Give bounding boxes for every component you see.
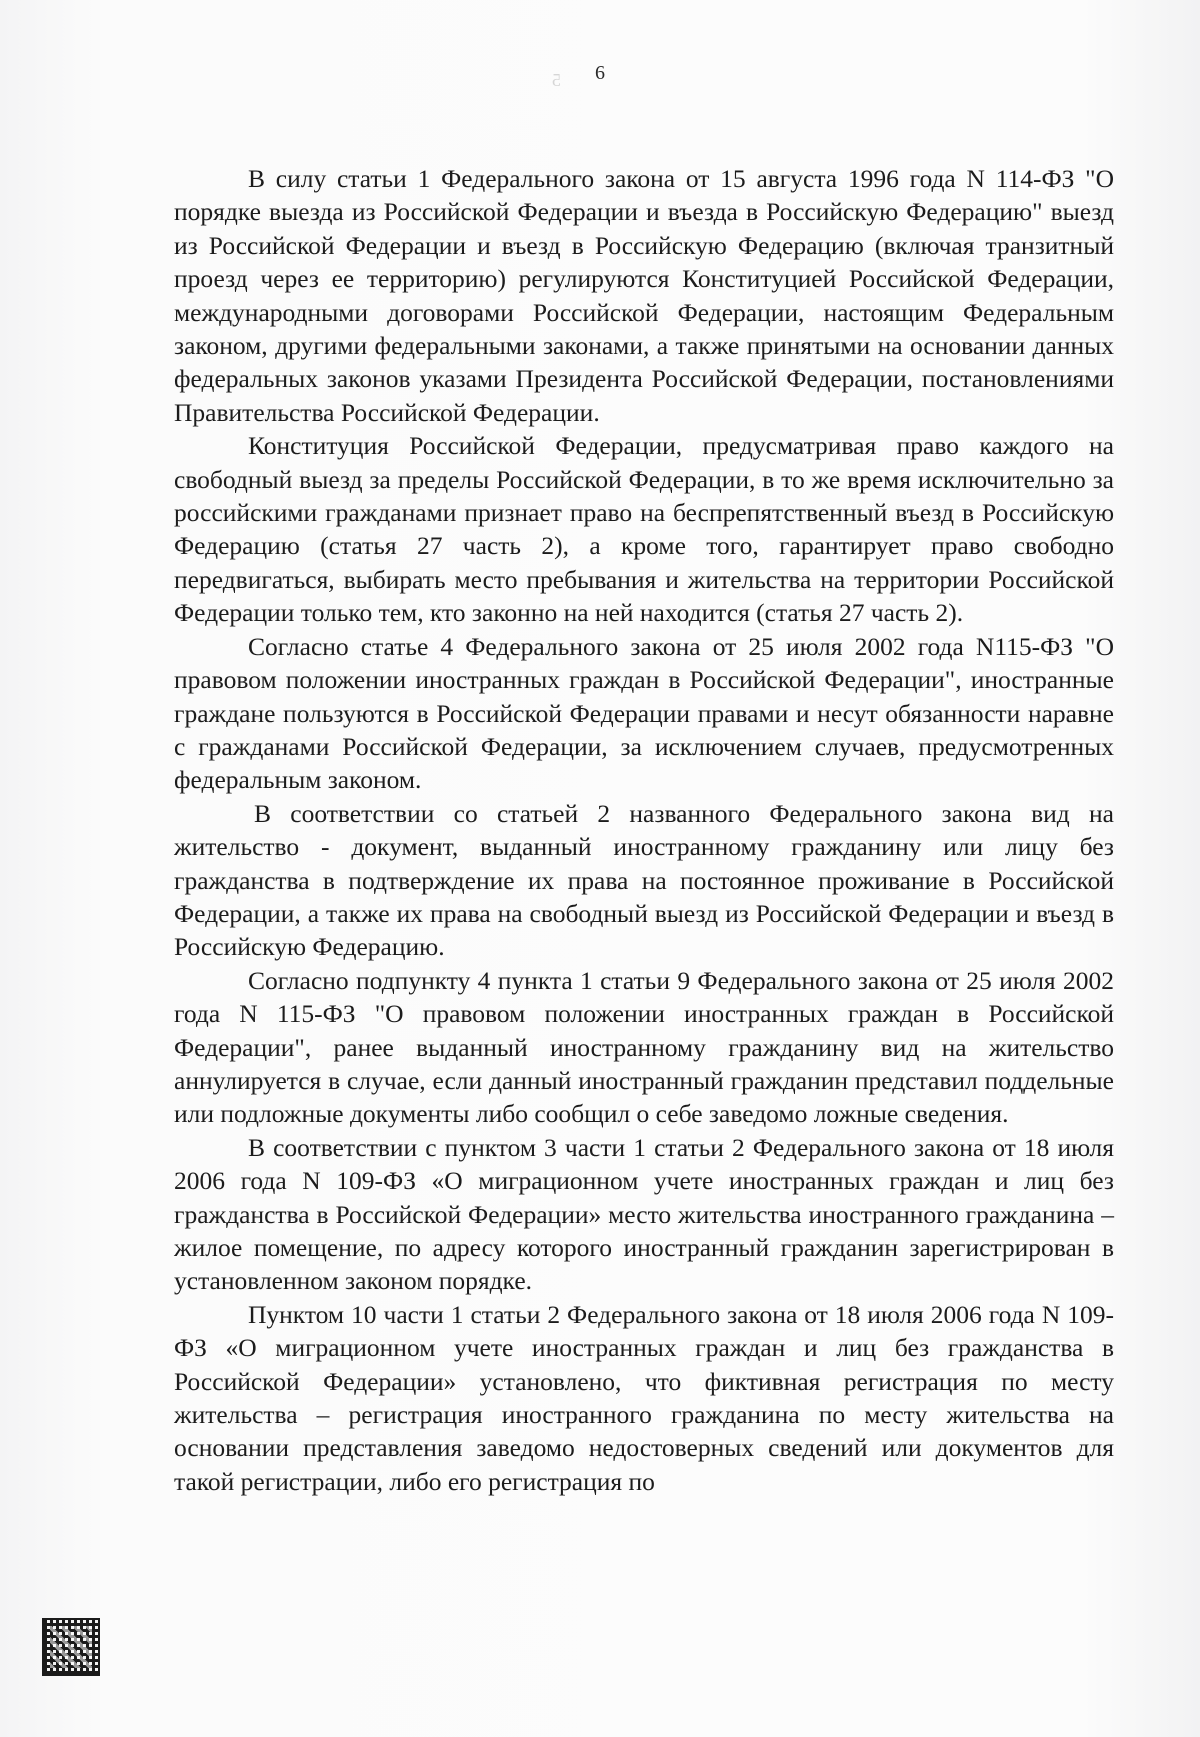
paragraph-fictitious-registration: Пунктом 10 части 1 статьи 2 Федерального закона от 18 июля 2006 года N 109-ФЗ «О миграционном учете иностранных граждан и лиц без гражданства в Российской Федерации» установлено, что фиктивная регистрация по месту жительства – регистрация иностранного гражданина по месту жительства на основании представления заведомо недостоверных сведений или документов для такой регистрации, либо его регистрация по <box>174 1299 1114 1496</box>
paragraph-residence-permit-definition: В соответствии со статьей 2 названного Федерального закона вид на жительство - документ, выданный иностранному гражданину или лицу без гражданства в подтверждение их права на постоянное проживание в Российской Федерации, а также их права на свободный выезд из Российской Федерации и въезд в Российскую Федерацию. <box>174 798 1114 962</box>
reverse-side-page-number: 5 <box>552 70 561 90</box>
page-number: 6 <box>595 62 605 84</box>
paragraph-exit-entry-regulation: В силу статьи 1 Федерального закона от 15 августа 1996 года N 114-ФЗ "О порядке выезда из Российской Федерации и въезда в Российскую Федерацию" выезд из Российской Федерации и въезд в Российскую Федерацию (включая транзитный проезд через ее территорию) регулируются Конституцией Российской Федерации, международными договорами Российской Федерации, настоящим Федеральным законом, другими федеральными законами, а также принятыми на основании данных федеральных законов указами Президента Российской Федерации, постановлениями Правительства Российской Федерации. <box>174 164 1114 427</box>
qr-code-icon <box>42 1618 100 1676</box>
paragraph-permit-annulment: Согласно подпункту 4 пункта 1 статьи 9 Федерального закона от 25 июля 2002 года N 115-ФЗ "О правовом положении иностранных граждан в Российской Федерации", ранее выданный иностранному гражданину вид на жительство аннулируется в случае, если данный иностранный гражданин представил поддельные или подложные документы либо сообщил о себе заведомо ложные сведения. <box>174 965 1114 1129</box>
paragraph-constitution: Конституция Российской Федерации, предусматривая право каждого на свободный выезд за пределы Российской Федерации, в то же время исключительно за российскими гражданами признает право на беспрепятственный въезд в Российскую Федерацию (статья 27 часть 2), а кроме того, гарантирует право свободно передвигаться, выбирать место пребывания и жительства на территории Российской Федерации только тем, кто законно на ней находится (статья 27 часть 2). <box>174 431 1114 628</box>
document-body <box>174 162 1114 1498</box>
paragraph-foreign-citizens-status: Согласно статье 4 Федерального закона от 25 июля 2002 года N115-ФЗ "О правовом положении иностранных граждан в Российской Федерации", иностранные граждане пользуются в Российской Федерации правами и несут обязанности наравне с гражданами Российской Федерации, за исключением случаев, предусмотренных федеральным законом. <box>174 631 1114 795</box>
paragraph-place-of-residence: В соответствии с пунктом 3 части 1 статьи 2 Федерального закона от 18 июля 2006 года N 109-ФЗ «О миграционном учете иностранных граждан и лиц без гражданства в Российской Федерации» место жительства иностранного гражданина – жилое помещение, по адресу которого иностранный гражданин зарегистрирован в установленном законом порядке. <box>174 1132 1114 1296</box>
